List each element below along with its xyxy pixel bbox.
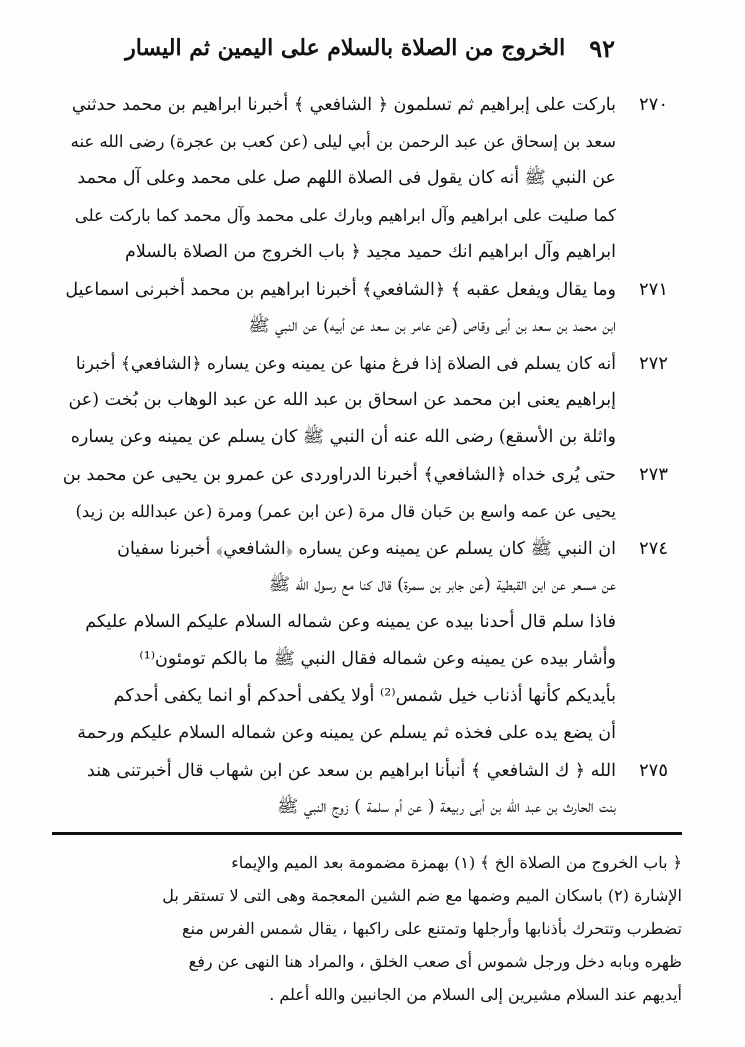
line-text: وأشار بيده عن يمينه وعن شماله فقال النبي ﷺ ما بالكم تومئون⁽¹⁾ xyxy=(139,649,616,669)
text-line xyxy=(62,123,668,160)
page-number: ٩٢ xyxy=(589,33,615,63)
text-line xyxy=(62,456,668,493)
text-line xyxy=(62,567,668,604)
hadith-number: ٢٧٤ xyxy=(638,538,668,559)
text-line xyxy=(62,678,668,715)
line-text: الله ﴿ ك الشافعي ﴾ أنبأنا ابراهيم بن سعد عن ابن شهاب قال أخبرتنى هند xyxy=(87,761,616,781)
text-line xyxy=(62,419,668,456)
line-text: ان النبي ﷺ كان يسلم عن يمينه وعن يساره ﴿الشافعي﴾ أخبرنا سفيان xyxy=(117,539,616,559)
line-text: يحيى عن عمه واسع بن حَبان قال مرة (عن ابن عمر) ومرة (عن عبدالله بن زيد) xyxy=(75,502,616,521)
line-text: بنت الحارث بن عبد الله بن أبى ربيعة ( عن أم سلمة ) زوج النبي ﷺ xyxy=(277,797,616,817)
line-text: بأيديكم كأنها أذناب خيل شمس⁽²⁾ أولا يكفى أحدكم أو انما يكفى أحدكم xyxy=(113,686,616,706)
text-line xyxy=(62,197,668,234)
line-text: ابراهيم وآل ابراهيم انك حميد مجيد ﴿ باب الخروج من الصلاة بالسلام xyxy=(125,242,616,262)
hadith-number: ٢٧٢ xyxy=(638,353,668,374)
footnote-line: تضطرب وتتحرك بأذنابها وأرجلها وتمتنع على راكبها ، يقال شمس الفرس منع xyxy=(181,919,682,938)
line-text: سعد بن إسحاق عن عبد الرحمن بن أبي ليلى (عن كعب بن عجرة) رضى الله عنه xyxy=(70,132,616,151)
line-text: حتى يُرى خداه ﴿الشافعي﴾ أخبرنا الدراوردى عن عمرو بن يحيى عن محمد بن xyxy=(62,465,616,485)
line-text: باركت على إبراهيم ثم تسلمون ﴿ الشافعي ﴾ أخبرنا ابراهيم بن محمد حدثني xyxy=(71,95,616,115)
text-line xyxy=(62,493,668,530)
text-line xyxy=(62,160,668,197)
footnote-line: الإشارة (٢) باسكان الميم وضمها مع ضم الشين المعجمة وهى التى لا تستقر بل xyxy=(162,886,682,905)
text-line xyxy=(62,789,668,826)
running-title: الخروج من الصلاة بالسلام على اليمين ثم اليسار xyxy=(125,35,566,61)
line-text: ابن محمد بن سعد بن أبى وقاص (عن عامر بن سعد عن أبيه) عن النبي ﷺ xyxy=(248,316,616,336)
hadith-number: ٢٧١ xyxy=(638,279,668,300)
hadith-number: ٢٧٣ xyxy=(638,464,668,485)
footnote-line: أيديهم عند السلام مشيرين إلى السلام من الجانبين والله أعلم . xyxy=(269,985,682,1004)
line-text: فاذا سلم قال أحدنا بيده عن يمينه وعن شماله السلام عليكم السلام عليكم xyxy=(85,612,616,632)
page-header xyxy=(95,28,615,68)
text-line xyxy=(62,530,668,567)
footnote-line: ﴿ باب الخروج من الصلاة الخ ﴾ (١) بهمزة مضمومة بعد الميم والإيماء xyxy=(231,853,682,872)
line-text: عن مسعر عن ابن القبطية (عن جابر بن سمرة) قال كنا مع رسول الله ﷺ xyxy=(268,575,616,595)
footnotes xyxy=(60,846,682,1011)
text-line xyxy=(62,308,668,345)
line-text: إبراهيم يعنى ابن محمد عن اسحاق بن عبد الله عن عبد الوهاب بن بُخت (عن xyxy=(68,390,616,410)
text-line xyxy=(62,382,668,419)
text-line xyxy=(62,604,668,641)
text-line xyxy=(62,271,668,308)
text-line xyxy=(62,641,668,678)
line-text: أنه كان يسلم فى الصلاة إذا فرغ منها عن يمينه وعن يساره ﴿الشافعي﴾ أخبرنا xyxy=(75,354,616,374)
footnote-line: ظهره وبابه دخل ورجل شموس أى صعب الخلق ، والمراد هنا النهى عن رفع xyxy=(188,952,682,971)
line-text: وما يقال ويفعل عقبه ﴾ ﴿الشافعي﴾ أخبرنا ابراهيم بن محمد أخبرنى اسماعيل xyxy=(65,280,616,300)
text-line xyxy=(62,86,668,123)
line-text: واثلة بن الأسقع) رضى الله عنه أن النبي ﷺ كان يسلم عن يمينه وعن يساره xyxy=(70,427,616,447)
text-line xyxy=(62,234,668,271)
footnote-separator xyxy=(52,832,682,835)
line-text: أن يضع يده على فخذه ثم يسلم عن يمينه وعن شماله السلام عليكم ورحمة xyxy=(77,723,616,743)
main-text xyxy=(62,86,668,826)
hadith-number: ٢٧٥ xyxy=(638,760,668,781)
line-text: عن النبي ﷺ أنه كان يقول فى الصلاة اللهم صل على محمد وعلى آل محمد xyxy=(77,168,616,188)
hadith-number: ٢٧٠ xyxy=(638,94,668,115)
line-text: كما صليت على ابراهيم وآل ابراهيم وبارك على محمد وآل محمد كما باركت على xyxy=(74,206,616,225)
text-line xyxy=(62,752,668,789)
text-line xyxy=(62,715,668,752)
text-line xyxy=(62,345,668,382)
